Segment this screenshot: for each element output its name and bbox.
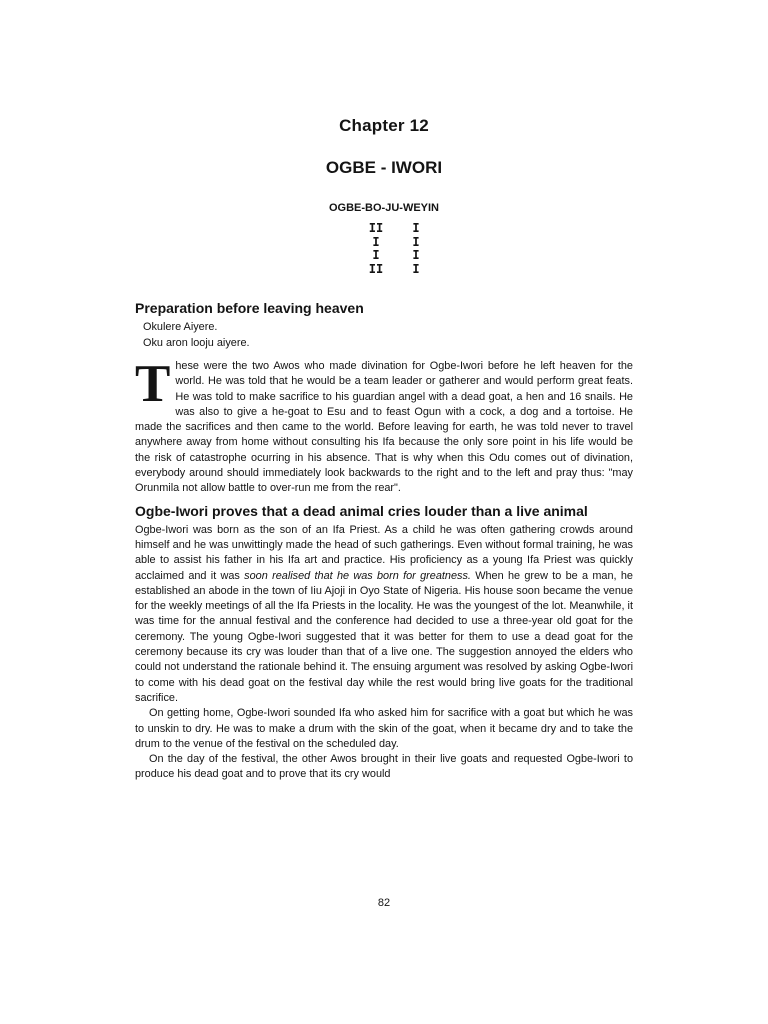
section-heading: Preparation before leaving heaven: [135, 300, 364, 316]
paragraph: [135, 523, 633, 707]
paragraph-text: When he grew to be a man, he established an abode in the town of Iiu Ajoji in Oyo State of Nigeria. His house soon became the venue for the weekly meetings of all the Ifa Priests in the locality. He was the youngest of the lot. Meanwhile, it was time for the annual festival and the conference had decided to use a three-year old goat for the ceremony. The young Ogbe-Iwori suggested that it was better for them to use a dead goat for the ceremony because its cry was louder than that of a live one. The suggestion annoyed the elders who could not understand the rationale behind it. The ensuing argument was resolved by asking Ogbe-Iwori to come with his dead goat on the festival day while the rest would bring live goats for the traditional sacrifice.: [135, 569, 633, 704]
paragraph: [135, 355, 633, 497]
odu-subtitle: OGBE-BO-JU-WEYIN: [329, 202, 439, 214]
page-number: 82: [377, 897, 391, 909]
paragraph: On getting home, Ogbe-Iwori sounded Ifa who asked him for sacrifice with a goat but which he was to unskin to dry. He was to make a drum with the skin of the goat, when it became dry and to take the drum to the venue of the festival on the scheduled day.: [135, 707, 633, 750]
odu-sign-row: I I: [372, 234, 420, 249]
verse-line: Oku aron looju aiyere.: [143, 336, 250, 349]
paragraph-text: Ogbe-Iwori was born as the son of an Ifa Priest. As a child he was often gathering crowds around himself and he was unwittingly made the head of such gatherings. Even without formal training, he was able to assist his father in his Ifa art and practice. His proficiency as a young Ifa Priest was quickly acclaimed and it was: [135, 523, 633, 582]
body-text: [135, 296, 633, 783]
italic-text: soon realised that he was born for greatness.: [244, 569, 471, 582]
odu-sign-row: II I: [368, 221, 420, 235]
odu-sign-row: II I: [368, 261, 420, 276]
paragraph: On the day of the festival, the other Awos brought in their live goats and requested Ogbe-Iwori to produce his dead goat and to prove that its cry would: [135, 753, 633, 781]
drop-cap: T: [135, 355, 171, 413]
chapter-title: OGBE - IWORI: [325, 158, 443, 177]
paragraph-text: hese were the two Awos who made divination for Ogbe-Iwori before he left heaven for the world. He was told that he would be a team leader or gatherer and would perform great feats. He was told to make sacrifice to his guardian angel with a dead goat, a hen and 16 snails. He was also to give a he-goat to Esu and to feast Ogun with a cock, a dog and a tortoise. He made the sacrifices and then came to the world. Before leaving for earth, he was told never to travel anywhere away from home without consulting his Ifa because the only sore point in his life would be the risk of catastrophe ocurring in his absence. That is why when this Odu comes out of divination, everybody around should immediately look backwards to the right and to the left and pray thus: "may Orunmila not allow battle to over-run me from the rear".: [135, 360, 633, 495]
verse-line: Okulere Aiyere.: [143, 321, 218, 333]
chapter-label: Chapter 12: [339, 116, 429, 135]
odu-sign: [368, 222, 428, 276]
odu-sign-row: I I: [372, 248, 420, 262]
section-heading: Ogbe-Iwori proves that a dead animal cries louder than a live animal: [135, 502, 588, 519]
